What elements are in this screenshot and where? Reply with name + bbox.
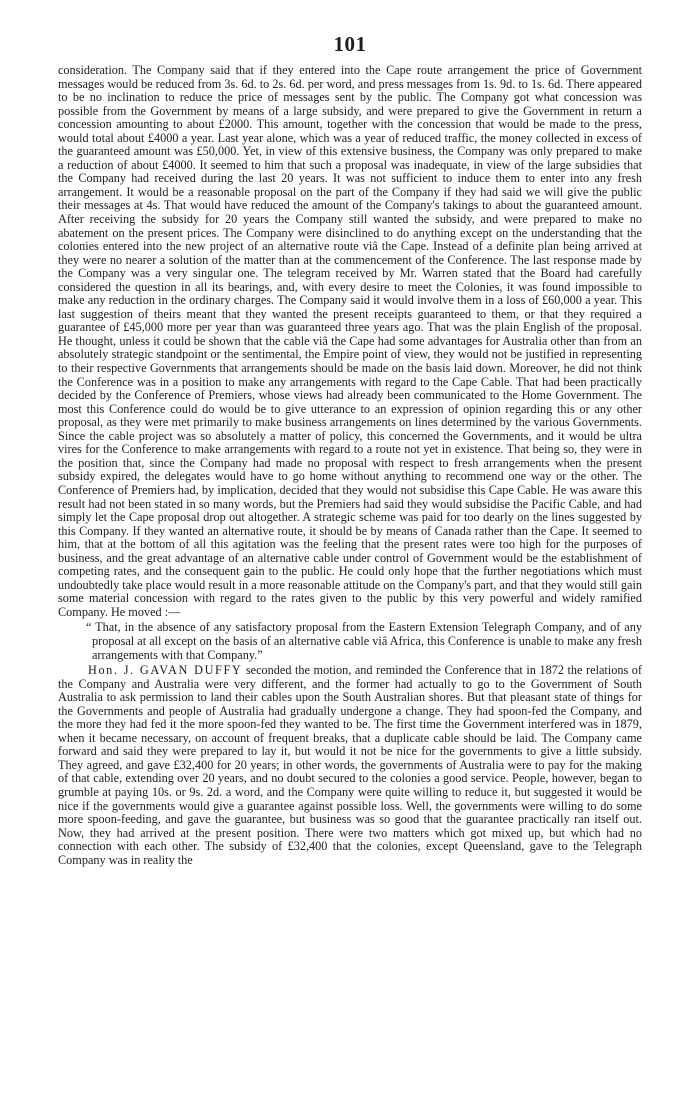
- body-text: [58, 64, 642, 867]
- speaker-name: Hon. J. GAVAN DUFFY: [88, 663, 243, 678]
- motion-quote: “ That, in the absence of any satisfactory proposal from the Eastern Extension Telegraph Company, and of any proposal at all except on the basis of an alternative cable viâ Africa, this Conference is unable to make any fresh arrangements with that Company.”: [86, 620, 642, 662]
- page-number: 101: [333, 32, 367, 56]
- paragraph-duffy: [58, 664, 642, 867]
- paragraph-continuation: consideration. The Company said that if they entered into the Cape route arrangement the price of Government messages would be reduced from 3s. 6d. to 2s. 6d. per word, and press messages from 1s. 9d. to 1s. 6d. There appeared to be no inclination to reduce the price of messages sent by the public. The Company got what concession was possible from the Government by means of a large subsidy, and were prepared to give the Government in return a concession amounting to about £2000. This amount, together with the concession that would be made to the press, would total about £4000 a year. Last year alone, which was a year of reduced traffic, the money collected in excess of the guaranteed amount was £50,000. Yet, in view of this extensive business, the Company was only prepared to make a reduction of about £4000. It seemed to him that such a proposal was inadequate, in view of the large subsidies that the Company had received during the last 20 years. It was not sufficient to induce them to enter into any fresh arrangement. It would be a reasonable proposal on the part of the Company if they had said we will give the public their messages at 4s. That would have reduced the amount of the Company's takings to about the guaranteed amount. After receiving the subsidy for 20 years the Company still wanted the subsidy, and were prepared to make no abatement on the present prices. The Company were disinclined to do anything except on the understanding that the colonies entered into the new project of an alternative route viâ the Cape. Instead of a definite plan being arrived at they were no nearer a solution of the matter than at the commencement of the Conference. The last response made by the Company was a very singular one. The telegram received by Mr. Warren stated that the Board had carefully considered the question in all its bearings, and, with every desire to meet the Colonies, it was found impossible to make any reduction in the ordinary charges. The Company said it would involve them in a loss of £60,000 a year. This last suggestion of theirs meant that they wanted the present receipts guaranteed to them, or that they required a guarantee of £45,000 more per year than was guaranteed three years ago. That was the plain English of the proposal. He thought, unless it could be shown that the cable viâ the Cape had some advantages for Australia other than from an absolutely strategic standpoint or the sentimental, the Empire point of view, they would not be justified in representing to their respective Governments that arrangements should be made on the basis laid down. Moreover, he did not think the Conference was in a position to make any arrangements with regard to the Cape Cable. That had been practically decided by the Conference of Premiers, whose views had already been communicated to the Home Government. The most this Conference could do would be to give utterance to an expression of opinion regarding this or any other proposal, as they were met primarily to make business arrangements on lines determined by the various Governments. Since the cable project was so absolutely a matter of policy, this concerned the Governments, and it would be ultra vires for the Conference to make arrangements with regard to a route not yet in existence. That being so, they were in the position that, since the Company had made no proposal with respect to fresh arrangements when the present subsidy expired, the delegates would have to go home without anything to recommend one way or the other. The Conference of Premiers had, by implication, decided that they would not subsidise this Cape Cable. He was aware this result had not been stated in so many words, but the Premiers had said they would subsidise the Pacific Cable, and had simply let the Cape proposal drop out altogether. A strategic scheme was paid for too dearly on the lines suggested by this Company. If they wanted an alternative route, it should be by means of Canada rather than the Cape. It seemed to him, that at the bottom of all this agitation was the feeling that the present rates were too high for the purposes of business, and the great advantage of an alternative cable under control of Government would be the establishment of competing rates, and the consequent gain to the public. He could only hope that the further negotiations which must undoubtedly take place would result in a more reasonable attitude on the Company's part, and that they would still gain some material concession with regard to the rates given to the public by this very powerful and widely ramified Company. He moved :—: [58, 63, 642, 619]
- paragraph-duffy-text: seconded the motion, and reminded the Conference that in 1872 the relations of the Company and Australia were very different, and the former had actually to go to the Government of South Australia to ask permission to land their cables upon the South Australian shores. But that pleasant state of things for the Governments and people of Australia had gradually undergone a change. They had spoon-fed the Company, and the more they had fed it the more spoon-fed they wanted to be. The first time the Government interfered was in 1879, when it became necessary, on account of frequent breaks, that a duplicate cable should be laid. The Company came forward and said they were prepared to lay it, but would it not be nice for the governments to give a little subsidy. They agreed, and gave £32,400 for 20 years; in other words, the governments of Australia were to pay for the making of that cable, extending over 20 years, and no doubt secured to the colonies a good service. People, however, began to grumble at paying 10s. or 9s. 2d. a word, and the Company were quite willing to reduce it, but suggested it would be nice if the governments would give a guarantee against possible loss. Well, the governments were willing to do some more spoon-feeding, and gave the guarantee, but business was so good that the guarantee practically ran itself out. Now, they had arrived at the present position. There were two matters which got mixed up, but which had no connection with each other. The subsidy of £32,400 that the colonies, except Queensland, gave to the Telegraph Company was in reality the: [58, 663, 642, 867]
